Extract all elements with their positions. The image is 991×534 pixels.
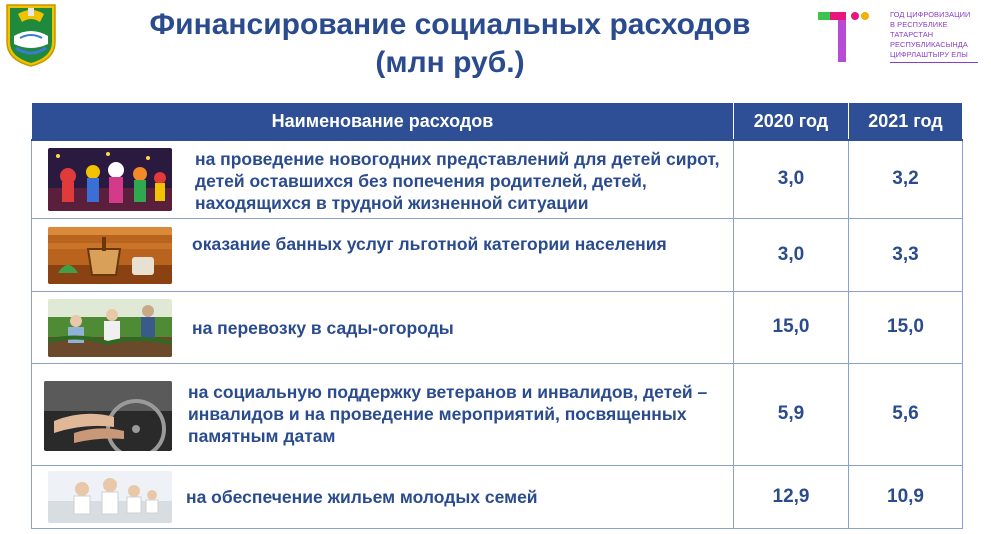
column-header-2021: 2021 год	[849, 103, 963, 141]
wheelchair-hands-photo	[44, 381, 172, 451]
brand-line-1: ГОД ЦИФРОВИЗАЦИИ	[890, 10, 971, 19]
table-row	[32, 363, 963, 465]
value-2021: 15,0	[849, 291, 963, 363]
title-line-2: (млн руб.)	[375, 46, 525, 79]
garden-work-photo	[48, 299, 172, 357]
title-line-1: Финансирование социальных расходов	[149, 8, 751, 41]
expense-name-cell	[32, 140, 734, 218]
expense-name-cell	[32, 363, 734, 465]
expense-description: на перевозку в сады-огороды	[192, 317, 454, 338]
value-2020: 5,9	[734, 363, 849, 465]
brand-line-5: ЦИФРЛАШТЫРУ ЕЛЫ	[890, 50, 968, 59]
expense-description: оказание банных услуг льготной категории населения	[192, 233, 667, 254]
new-year-show-photo	[48, 148, 172, 211]
young-family-photo	[48, 471, 172, 523]
column-header-name: Наименование расходов	[32, 103, 734, 141]
value-2021: 3,3	[849, 218, 963, 291]
brand-line-2: В РЕСПУБЛИКЕ	[890, 20, 948, 29]
table-row	[32, 465, 963, 528]
expense-name-cell	[32, 291, 734, 363]
brand-line-4: РЕСПУБЛИКАСЫНДА	[890, 40, 968, 49]
value-2020: 15,0	[734, 291, 849, 363]
value-2021: 5,6	[849, 363, 963, 465]
city-coat-of-arms-icon	[4, 2, 58, 68]
table-row	[32, 291, 963, 363]
expense-description: на проведение новогодних представлений для детей сирот, детей оставшихся без попечения родителей, детей, находящихся в трудной жизненной ситуации	[195, 149, 720, 213]
table-header-row	[32, 103, 963, 141]
table-row	[32, 218, 963, 291]
brand-text	[890, 10, 990, 63]
expenses-table	[31, 102, 963, 529]
value-2020: 3,0	[734, 140, 849, 218]
digitalization-year-logo	[818, 8, 988, 68]
value-2021: 10,9	[849, 465, 963, 528]
page-title	[90, 6, 810, 82]
expense-description: на обеспечение жильем молодых семей	[186, 486, 538, 507]
sauna-bucket-photo	[48, 227, 172, 284]
expense-name-cell	[32, 465, 734, 528]
value-2021: 3,2	[849, 140, 963, 218]
value-2020: 3,0	[734, 218, 849, 291]
expense-description: на социальную поддержку ветеранов и инвалидов, детей – инвалидов и на проведение мероприятий, посвященных памятным датам	[188, 381, 708, 446]
brand-line-3: ТАТАРСТАН	[890, 30, 934, 39]
expense-name-cell	[32, 218, 734, 291]
table-row	[32, 140, 963, 218]
digitalization-logo-icon	[818, 8, 880, 64]
value-2020: 12,9	[734, 465, 849, 528]
column-header-2020: 2020 год	[734, 103, 849, 141]
brand-underline	[890, 62, 978, 63]
